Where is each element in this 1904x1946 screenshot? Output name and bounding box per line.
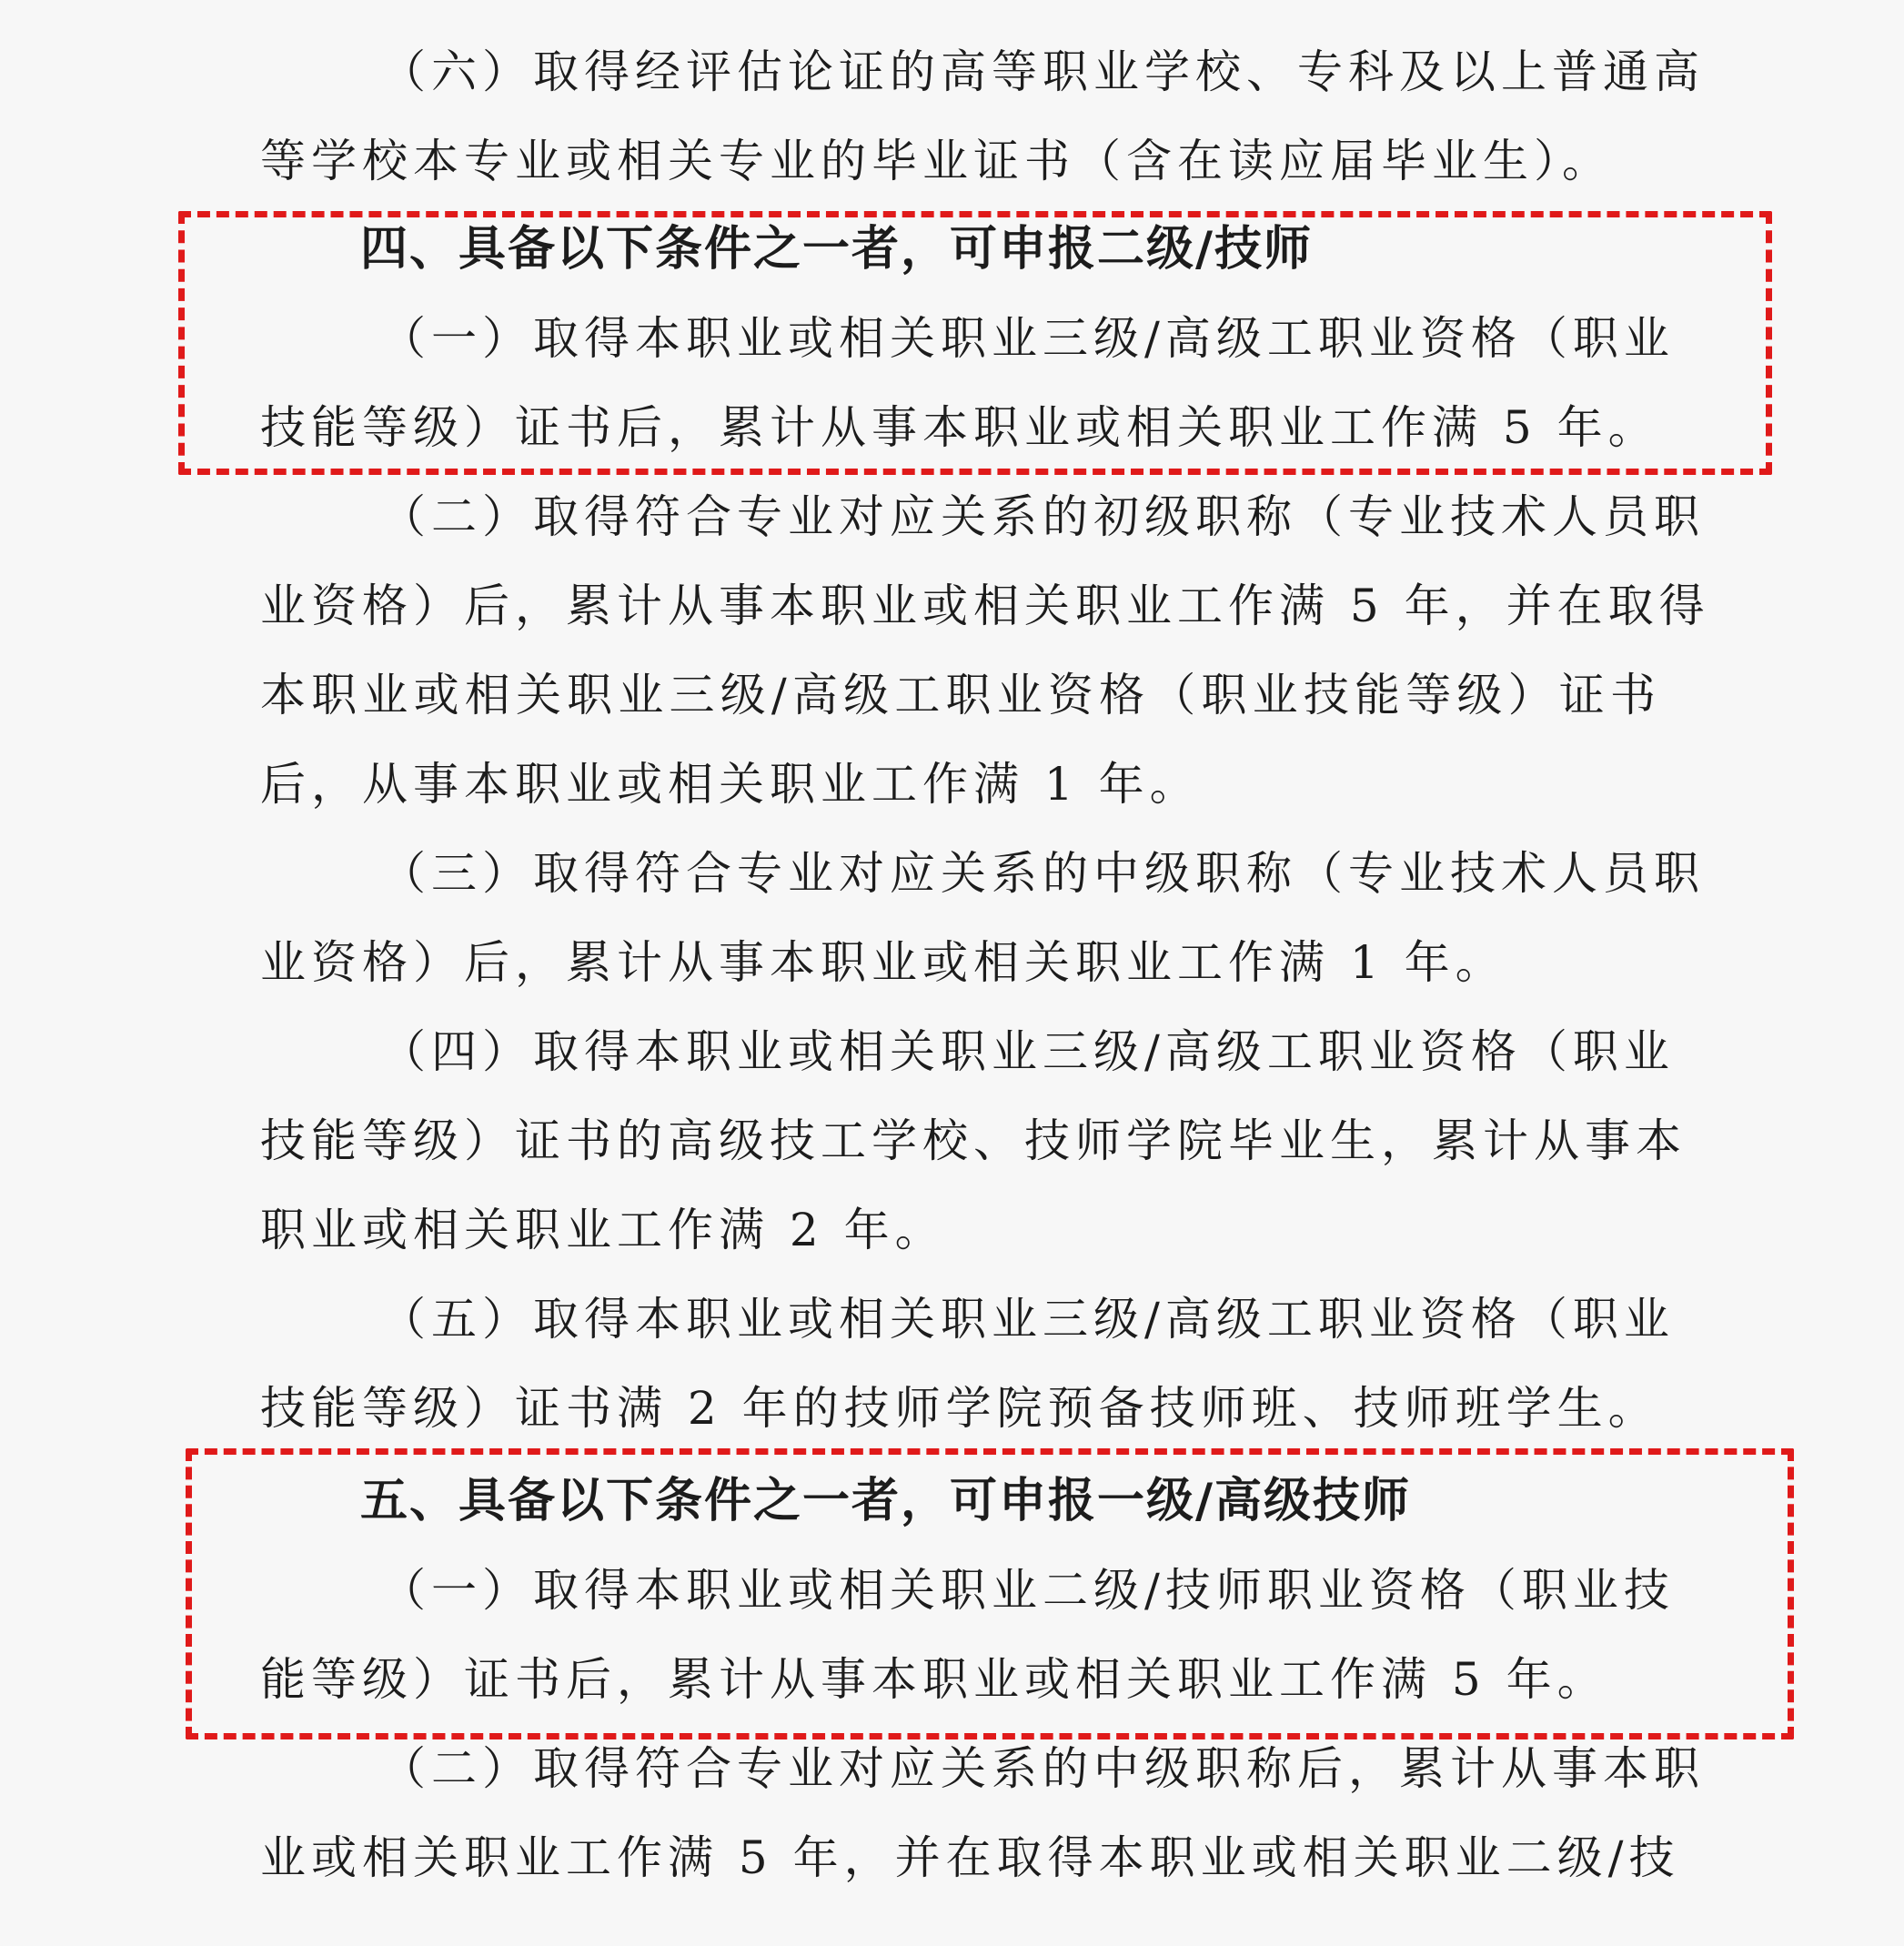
- section-four-heading: 四、具备以下条件之一者，可申报二级/技师: [360, 222, 1313, 277]
- paragraph-line: （一）取得本职业或相关职业二级/技师职业资格（职业技: [380, 1564, 1675, 1617]
- paragraph-line: （六）取得经评估论证的高等职业学校、专科及以上普通高: [380, 45, 1705, 98]
- section-four-item-five: [260, 1275, 1675, 1453]
- paragraph-line: （五）取得本职业或相关职业三级/高级工职业资格（职业: [380, 1293, 1675, 1346]
- paragraph-line: （四）取得本职业或相关职业三级/高级工职业资格（职业: [380, 1025, 1675, 1078]
- section-five-item-two: [260, 1724, 1705, 1902]
- section-four-item-three: [260, 829, 1705, 1007]
- section-five-heading: 五、具备以下条件之一者，可申报一级/高级技师: [360, 1474, 1411, 1528]
- paragraph-line: 技能等级）证书满 2 年的技师学院预备技师班、技师班学生。: [260, 1382, 1659, 1435]
- paragraph-line: 等学校本专业或相关专业的毕业证书（含在读应届毕业生）。: [260, 135, 1613, 187]
- paragraph-line: 本职业或相关职业三级/高级工职业资格（职业技能等级）证书: [260, 669, 1661, 721]
- section-five-item-one: [260, 1546, 1675, 1724]
- paragraph-line: 职业或相关职业工作满 2 年。: [260, 1204, 946, 1256]
- paragraph-line: 能等级）证书后，累计从事本职业或相关职业工作满 5 年。: [260, 1653, 1608, 1706]
- paragraph-line: （一）取得本职业或相关职业三级/高级工职业资格（职业: [380, 312, 1675, 365]
- paragraph-six: [260, 27, 1705, 206]
- paragraph-line: （二）取得符合专业对应关系的中级职称后，累计从事本职: [380, 1742, 1705, 1795]
- paragraph-line: 后，从事本职业或相关职业工作满 1 年。: [260, 758, 1201, 811]
- paragraph-line: 技能等级）证书后，累计从事本职业或相关职业工作满 5 年。: [260, 401, 1659, 454]
- paragraph-line: 业资格）后，累计从事本职业或相关职业工作满 1 年。: [260, 936, 1506, 989]
- paragraph-line: （三）取得符合专业对应关系的中级职称（专业技术人员职: [380, 847, 1705, 900]
- paragraph-line: 技能等级）证书的高级技工学校、技师学院毕业生，累计从事本: [260, 1114, 1687, 1167]
- section-four-item-four: [260, 1007, 1687, 1275]
- section-four-item-two: [260, 472, 1710, 829]
- paragraph-line: （二）取得符合专业对应关系的初级职称（专业技术人员职: [380, 490, 1705, 543]
- section-four-item-one: [260, 294, 1675, 472]
- paragraph-line: 业或相关职业工作满 5 年，并在取得本职业或相关职业二级/技: [260, 1831, 1680, 1884]
- paragraph-line: 业资格）后，累计从事本职业或相关职业工作满 5 年，并在取得: [260, 580, 1710, 632]
